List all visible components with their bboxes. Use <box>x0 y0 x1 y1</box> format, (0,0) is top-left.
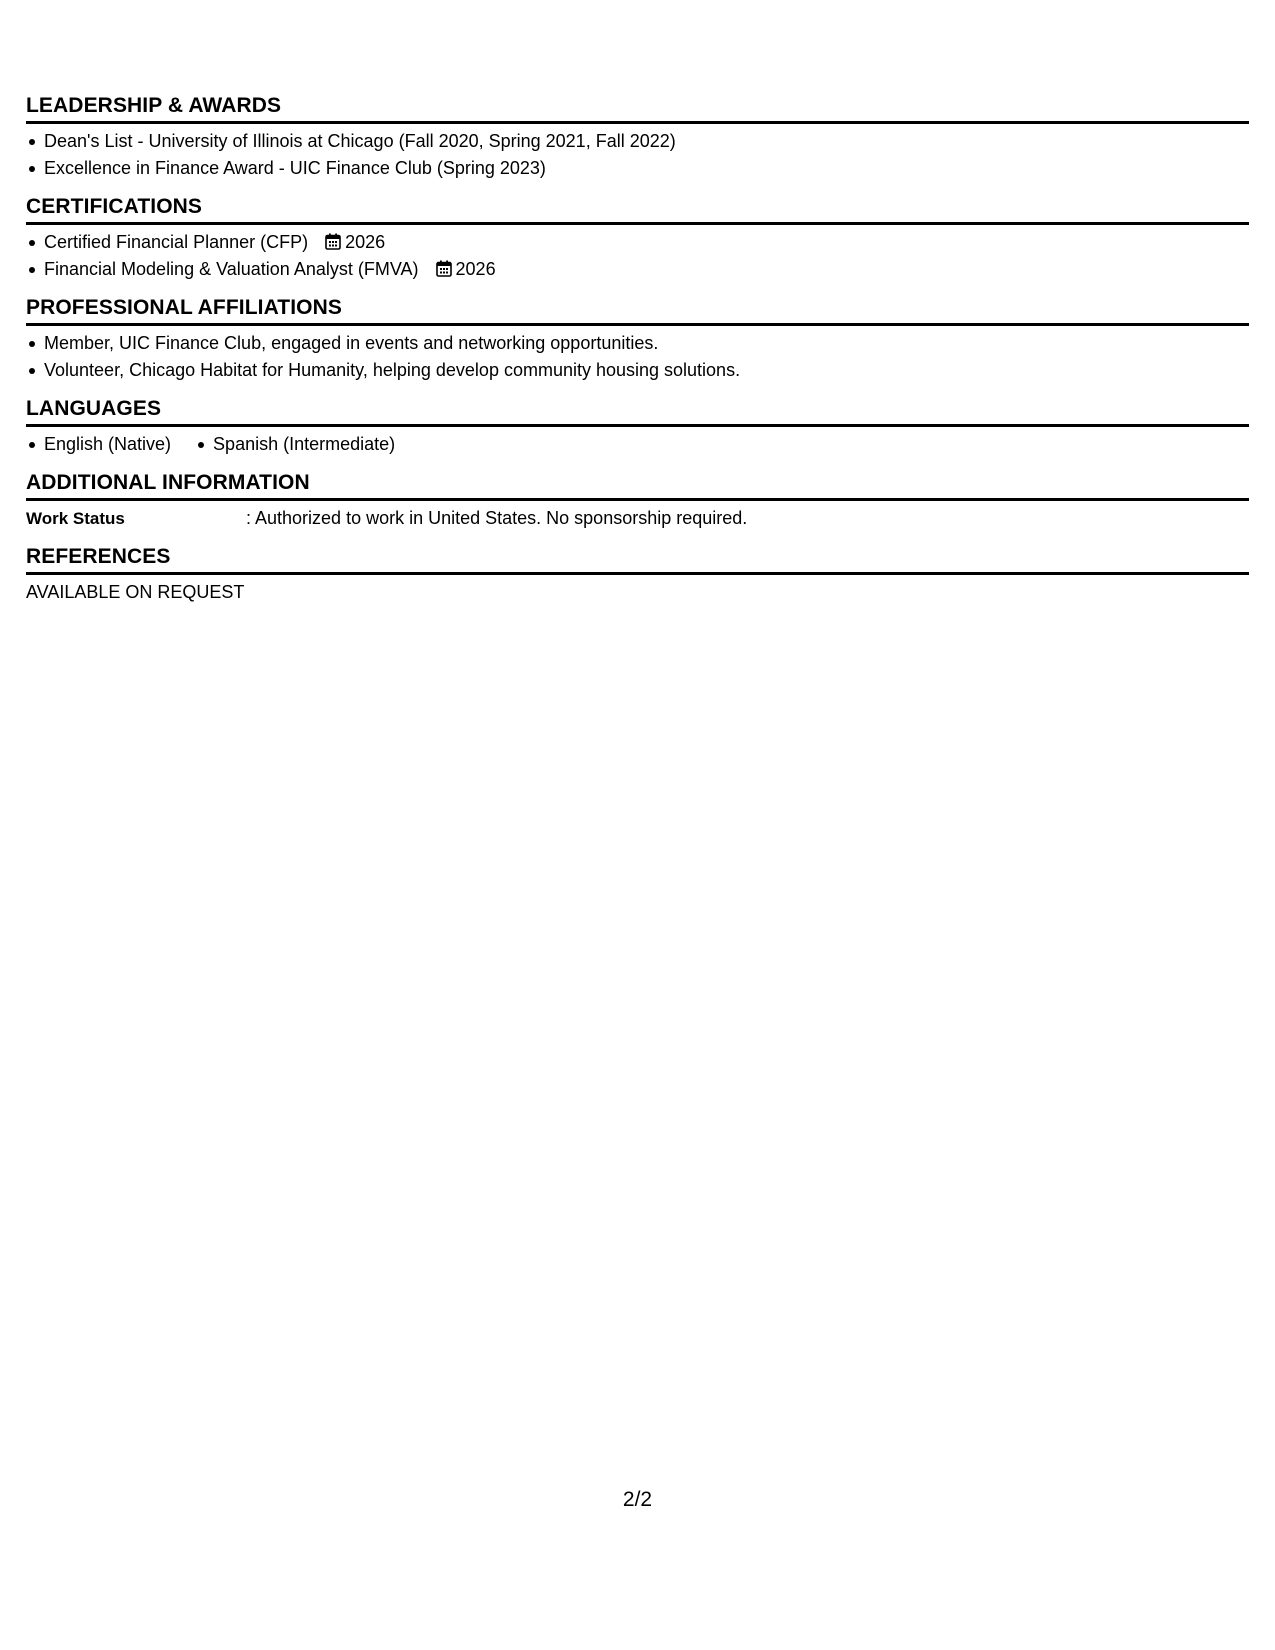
section-heading: ADDITIONAL INFORMATION <box>26 471 1249 501</box>
certifications-list <box>26 225 1249 283</box>
section-heading: CERTIFICATIONS <box>26 195 1249 225</box>
references-section <box>26 545 1249 606</box>
certification-year: 2026 <box>345 232 386 252</box>
calendar-icon <box>325 231 341 258</box>
languages-section <box>26 397 1249 458</box>
section-heading: LEADERSHIP & AWARDS <box>26 94 1249 124</box>
work-status-row <box>26 501 1249 532</box>
certification-year: 2026 <box>455 259 496 279</box>
list-item: Dean's List - University of Illinois at Chicago (Fall 2020, Spring 2021, Fall 2022) <box>26 128 1249 155</box>
info-value: : Authorized to work in United States. No sponsorship required. <box>246 508 748 528</box>
calendar-icon <box>436 258 452 285</box>
section-heading: LANGUAGES <box>26 397 1249 427</box>
list-item <box>26 256 1249 283</box>
language-item: English (Native) <box>26 431 171 458</box>
leadership-list <box>26 124 1249 182</box>
language-item: Spanish (Intermediate) <box>195 431 395 458</box>
leadership-awards-section <box>26 94 1249 182</box>
info-label: Work Status <box>26 509 125 528</box>
page-number: 2/2 <box>622 1488 653 1511</box>
certifications-section <box>26 195 1249 283</box>
list-item <box>26 229 1249 256</box>
section-heading: PROFESSIONAL AFFILIATIONS <box>26 296 1249 326</box>
list-item: Member, UIC Finance Club, engaged in events and networking opportunities. <box>26 330 1249 357</box>
resume-page <box>26 94 1249 606</box>
languages-list <box>26 427 1249 458</box>
list-item: Excellence in Finance Award - UIC Finance Club (Spring 2023) <box>26 155 1249 182</box>
professional-affiliations-section <box>26 296 1249 384</box>
affiliations-list <box>26 326 1249 384</box>
additional-information-section <box>26 471 1249 532</box>
certification-name: Certified Financial Planner (CFP) <box>44 232 309 252</box>
references-text: AVAILABLE ON REQUEST <box>26 582 245 602</box>
list-item: Volunteer, Chicago Habitat for Humanity, helping develop community housing solutions. <box>26 357 1249 384</box>
section-heading: REFERENCES <box>26 545 1249 575</box>
certification-name: Financial Modeling & Valuation Analyst (FMVA) <box>44 259 419 279</box>
